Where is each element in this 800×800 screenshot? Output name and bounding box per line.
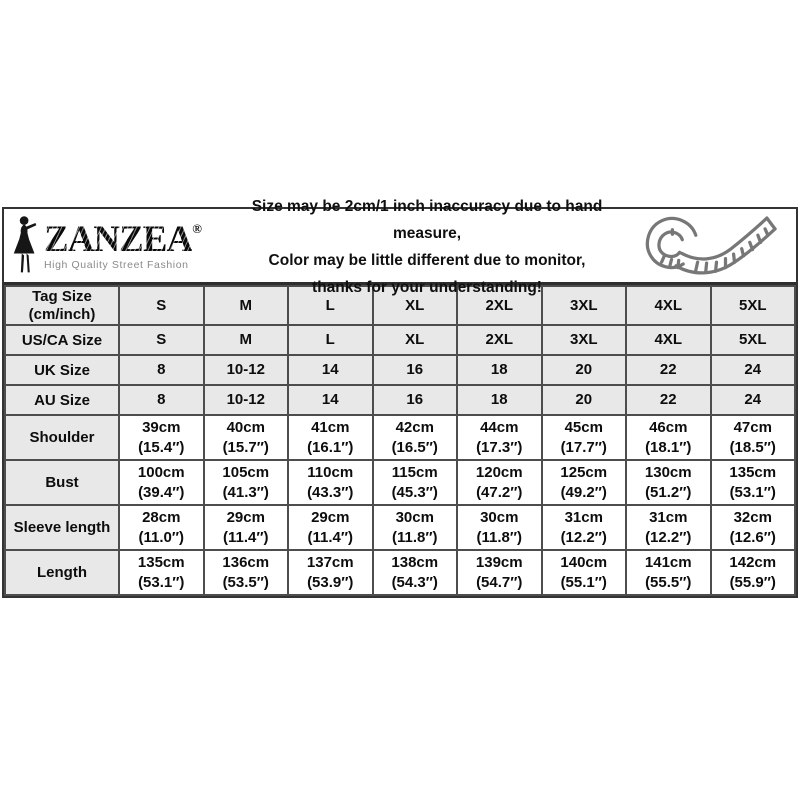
value-cell xyxy=(373,460,458,505)
value-cell xyxy=(711,550,796,595)
value-cell xyxy=(373,325,458,355)
value-cell xyxy=(626,325,711,355)
value-line: 110cm xyxy=(307,463,354,481)
value-line: (53.1″) xyxy=(729,483,776,501)
brand-tagline: High Quality Street Fashion xyxy=(44,258,189,271)
value-line: 24 xyxy=(744,391,762,408)
value-line: (11.4″) xyxy=(222,528,269,546)
value-line: (11.4″) xyxy=(307,528,354,546)
value-cell xyxy=(119,286,204,325)
value-line: 10-12 xyxy=(226,391,265,408)
value-line: L xyxy=(325,331,335,348)
value-cell xyxy=(288,325,373,355)
value-line: 140cm xyxy=(560,553,608,571)
value-line: (15.4″) xyxy=(138,438,185,456)
value-line: (55.1″) xyxy=(560,573,607,591)
value-line: 30cm xyxy=(395,508,434,526)
fashion-figure-icon xyxy=(10,214,42,278)
value-cell xyxy=(119,460,204,505)
value-cell xyxy=(119,385,204,415)
row-label-line: US/CA Size xyxy=(21,331,103,349)
value-line: (11.8″) xyxy=(391,528,438,546)
value-line: (11.0″) xyxy=(138,528,185,546)
table-row xyxy=(5,355,795,385)
table-row xyxy=(5,415,795,460)
row-label-cell xyxy=(5,550,119,595)
value-line: (16.5″) xyxy=(391,438,438,456)
value-line: 18 xyxy=(490,361,508,378)
row-label-line: (cm/inch) xyxy=(28,305,96,323)
value-line: (17.7″) xyxy=(560,438,607,456)
value-line: XL xyxy=(405,296,425,314)
value-cell xyxy=(542,325,627,355)
value-cell xyxy=(288,460,373,505)
registered-mark: ® xyxy=(192,220,202,236)
size-table xyxy=(4,285,796,596)
value-line: (47.2″) xyxy=(476,483,523,501)
value-line: 2XL xyxy=(485,296,513,314)
value-line: 47cm xyxy=(733,418,772,436)
value-line: 130cm xyxy=(644,463,692,481)
value-cell xyxy=(542,415,627,460)
value-line: (12.2″) xyxy=(645,528,692,546)
value-cell xyxy=(711,460,796,505)
value-line: (43.3″) xyxy=(307,483,354,501)
value-line: 31cm xyxy=(649,508,688,526)
value-line: (53.9″) xyxy=(307,573,354,591)
row-label-cell xyxy=(5,460,119,505)
value-line: 30cm xyxy=(480,508,519,526)
value-line: (54.3″) xyxy=(391,573,438,591)
value-line: 5XL xyxy=(738,331,767,348)
value-line: (55.5″) xyxy=(645,573,692,591)
value-cell xyxy=(119,355,204,385)
value-line: 22 xyxy=(659,361,677,378)
value-line: (12.6″) xyxy=(729,528,776,546)
notice-line: Size may be 2cm/1 inch inaccuracy due to hand measure, xyxy=(251,197,603,242)
brand-logo xyxy=(4,214,226,278)
value-cell xyxy=(626,355,711,385)
value-line: 115cm xyxy=(391,463,438,481)
value-line: 44cm xyxy=(480,418,519,436)
value-line: 120cm xyxy=(475,463,523,481)
value-line: 8 xyxy=(157,361,166,378)
value-cell xyxy=(288,550,373,595)
value-line: 10-12 xyxy=(226,361,265,378)
value-cell xyxy=(288,415,373,460)
value-line: 137cm xyxy=(306,553,354,571)
value-cell xyxy=(542,550,627,595)
value-line: (15.7″) xyxy=(222,438,269,456)
value-cell xyxy=(542,355,627,385)
table-row xyxy=(5,460,795,505)
value-line: 40cm xyxy=(226,418,265,436)
value-cell xyxy=(204,325,289,355)
value-line: (18.5″) xyxy=(729,438,776,456)
value-line: 22 xyxy=(659,391,677,408)
value-line: (41.3″) xyxy=(222,483,269,501)
value-line: (11.8″) xyxy=(476,528,523,546)
notice-line: thanks for your understanding! xyxy=(312,278,542,296)
row-label-line: Bust xyxy=(45,474,79,491)
value-line: 139cm xyxy=(475,553,523,571)
row-label-cell xyxy=(5,286,119,325)
row-label-cell xyxy=(5,325,119,355)
value-cell xyxy=(711,355,796,385)
value-line: 8 xyxy=(157,391,166,408)
tape-measure xyxy=(628,210,796,282)
value-cell xyxy=(626,550,711,595)
value-cell xyxy=(457,505,542,550)
row-label-cell xyxy=(5,355,119,385)
value-cell xyxy=(204,415,289,460)
value-line: 141cm xyxy=(644,553,692,571)
row-label-line: Sleeve length xyxy=(13,519,111,536)
value-line: 39cm xyxy=(142,418,181,436)
value-line: (16.1″) xyxy=(307,438,354,456)
value-cell xyxy=(204,460,289,505)
row-label-cell xyxy=(5,415,119,460)
value-line: (45.3″) xyxy=(391,483,438,501)
value-cell xyxy=(711,505,796,550)
value-line: (39.4″) xyxy=(138,483,185,501)
value-line: 16 xyxy=(406,391,424,408)
value-cell xyxy=(542,505,627,550)
value-line: (17.3″) xyxy=(476,438,523,456)
value-line: (49.2″) xyxy=(560,483,607,501)
table-row xyxy=(5,505,795,550)
value-line: (12.2″) xyxy=(560,528,607,546)
value-line: 3XL xyxy=(569,296,598,314)
size-table-body xyxy=(5,286,795,595)
value-cell xyxy=(204,550,289,595)
value-cell xyxy=(288,505,373,550)
value-cell xyxy=(119,325,204,355)
value-line: 29cm xyxy=(311,508,350,526)
value-line: 31cm xyxy=(564,508,603,526)
value-line: 32cm xyxy=(733,508,772,526)
value-line: 20 xyxy=(575,391,593,408)
value-cell xyxy=(711,286,796,325)
value-cell xyxy=(119,505,204,550)
value-cell xyxy=(288,355,373,385)
value-cell xyxy=(373,550,458,595)
brand-name xyxy=(44,218,202,260)
value-line: 142cm xyxy=(729,553,777,571)
table-row xyxy=(5,325,795,355)
value-cell xyxy=(626,385,711,415)
value-line: 29cm xyxy=(226,508,265,526)
value-line: (55.9″) xyxy=(729,573,776,591)
value-line: M xyxy=(239,296,252,314)
row-label-line: Tag Size xyxy=(32,287,92,305)
row-label-cell xyxy=(5,385,119,415)
value-line: 28cm xyxy=(142,508,181,526)
value-line: 16 xyxy=(406,361,424,378)
value-line: 4XL xyxy=(654,331,682,348)
row-label-cell xyxy=(5,505,119,550)
value-line: XL xyxy=(405,331,425,348)
value-cell xyxy=(119,550,204,595)
value-line: 45cm xyxy=(564,418,603,436)
brand-text xyxy=(44,218,202,271)
table-row xyxy=(5,385,795,415)
value-line: 46cm xyxy=(649,418,688,436)
size-chart-sheet xyxy=(2,197,798,598)
value-cell xyxy=(542,385,627,415)
value-cell xyxy=(626,286,711,325)
value-cell xyxy=(373,505,458,550)
value-cell xyxy=(542,460,627,505)
row-label-line: Length xyxy=(37,564,87,581)
value-line: 4XL xyxy=(654,296,682,314)
row-label-line: AU Size xyxy=(34,391,90,409)
value-cell xyxy=(711,325,796,355)
value-line: 136cm xyxy=(222,553,270,571)
value-cell xyxy=(457,355,542,385)
value-line: (51.2″) xyxy=(645,483,692,501)
value-cell xyxy=(457,460,542,505)
value-cell xyxy=(711,415,796,460)
value-line: (18.1″) xyxy=(645,438,692,456)
value-line: 135cm xyxy=(137,553,185,571)
value-cell xyxy=(626,460,711,505)
value-line: 138cm xyxy=(391,553,439,571)
value-line: S xyxy=(156,296,167,314)
row-label-line: Shoulder xyxy=(29,429,95,446)
value-line: (54.7″) xyxy=(476,573,523,591)
value-line: S xyxy=(156,331,167,348)
value-cell xyxy=(457,385,542,415)
value-cell xyxy=(626,415,711,460)
value-line: 3XL xyxy=(569,331,598,348)
value-line: 125cm xyxy=(560,463,608,481)
value-line: 18 xyxy=(490,391,508,408)
value-line: (53.1″) xyxy=(138,573,185,591)
tape-measure-icon xyxy=(636,210,788,282)
value-line: 20 xyxy=(575,361,593,378)
value-line: 105cm xyxy=(222,463,270,481)
value-line: 5XL xyxy=(738,296,767,314)
row-label-line: UK Size xyxy=(34,361,90,379)
value-cell xyxy=(457,325,542,355)
notice-line: Color may be little different due to monitor, xyxy=(268,251,586,269)
value-line: 42cm xyxy=(395,418,434,436)
value-line: 41cm xyxy=(311,418,350,436)
value-cell xyxy=(373,385,458,415)
value-line: (53.5″) xyxy=(222,573,269,591)
value-line: 14 xyxy=(321,391,339,408)
value-line: 100cm xyxy=(137,463,185,481)
value-line: 14 xyxy=(321,361,339,378)
table-row xyxy=(5,550,795,595)
value-cell xyxy=(204,355,289,385)
value-cell xyxy=(373,355,458,385)
value-cell xyxy=(626,505,711,550)
measurement-notice xyxy=(226,191,628,301)
value-line: M xyxy=(239,331,252,348)
value-cell xyxy=(119,415,204,460)
value-cell xyxy=(288,385,373,415)
brand-word: ZANZEA xyxy=(44,218,193,260)
value-cell xyxy=(457,415,542,460)
value-line: 135cm xyxy=(729,463,777,481)
value-cell xyxy=(204,385,289,415)
value-cell xyxy=(457,550,542,595)
value-cell xyxy=(711,385,796,415)
value-cell xyxy=(373,415,458,460)
value-cell xyxy=(204,505,289,550)
value-line: 2XL xyxy=(485,331,513,348)
value-line: 24 xyxy=(744,361,762,378)
value-line: L xyxy=(325,296,335,314)
